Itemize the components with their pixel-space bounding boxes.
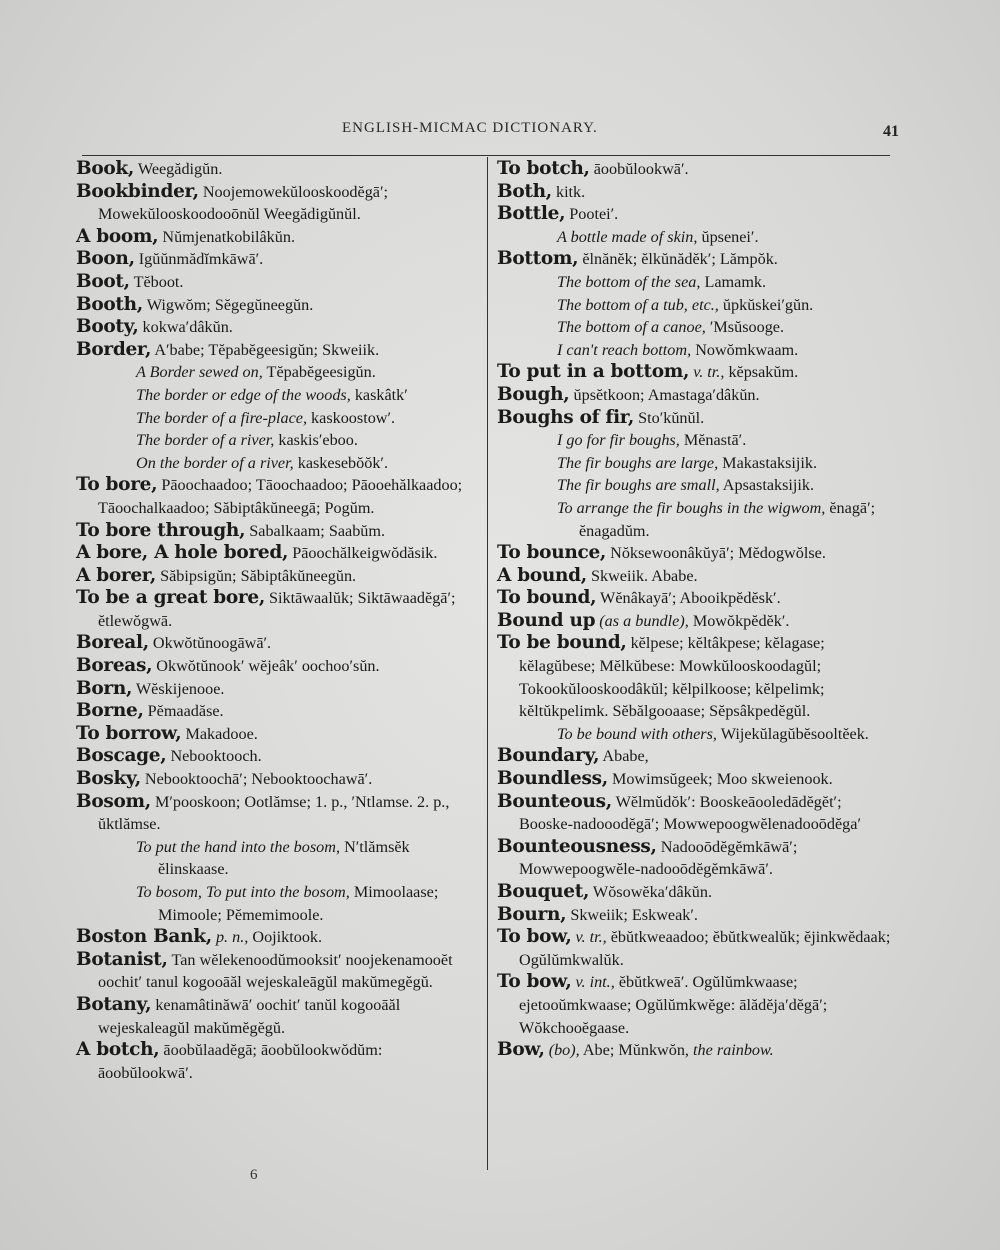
sub-entry xyxy=(497,316,899,339)
dictionary-entry xyxy=(76,994,480,1039)
definition: Ababe, xyxy=(599,747,649,766)
definition: Nŭmjenatkobilâkŭn. xyxy=(158,227,295,246)
definition: kaskis′eboo. xyxy=(274,431,358,450)
dictionary-entry xyxy=(497,745,899,768)
definition: Apsastaksijik. xyxy=(719,476,815,495)
sub-entry xyxy=(76,452,480,475)
column-divider xyxy=(487,157,488,1170)
definition: Mĕnastā′. xyxy=(679,431,747,450)
left-column xyxy=(76,158,480,1084)
dictionary-entry xyxy=(497,926,899,971)
definition: Pāoochaadoo; Tāoochaadoo; Pāooehălkaadoo; Tāoochalkaadoo; Săbiptâkŭneegā; Pogŭm. xyxy=(98,476,463,517)
example-phrase: The border of a river, xyxy=(136,431,275,450)
signature-mark: 6 xyxy=(250,1167,258,1183)
dictionary-entry xyxy=(76,339,480,362)
definition: Mowŏkpĕdĕk′. xyxy=(688,611,790,630)
definition: Pāoochălkeigwŏdăsik. xyxy=(288,544,438,563)
dictionary-entry xyxy=(76,565,480,588)
headword: A bore, A hole bored, xyxy=(76,542,289,564)
example-phrase: To be bound with others, xyxy=(557,724,717,743)
sub-entry xyxy=(76,361,480,384)
sub-entry xyxy=(497,474,899,497)
dictionary-entry xyxy=(76,226,480,249)
headword: Bough, xyxy=(497,383,570,405)
definition: āoobŭlookwā′. xyxy=(589,160,689,178)
dictionary-entry xyxy=(497,632,899,722)
headword: Boston Bank, xyxy=(76,926,212,948)
example-phrase: The bottom of the sea, xyxy=(557,272,701,291)
definition: ′Msŭsooge. xyxy=(705,318,785,337)
definition: N′tlămsĕk ĕlinskaase. xyxy=(158,837,410,879)
definition: Siktāwaalŭk; Siktāwaadĕgā′; ĕtlewŏgwā. xyxy=(98,589,456,630)
headword: Bosky, xyxy=(76,768,141,790)
dictionary-entry xyxy=(76,316,480,339)
sub-entry xyxy=(76,836,480,881)
example-phrase: To arrange the fir boughs in the wigwom, xyxy=(557,498,826,517)
definition: Mowimsŭgeek; Moo skweienook. xyxy=(607,770,833,789)
headword: Bow, xyxy=(497,1039,545,1061)
running-head: ENGLISH-MICMAC DICTIONARY. xyxy=(342,120,598,136)
sub-entry xyxy=(497,429,899,452)
example-phrase: v. int., xyxy=(571,973,615,992)
headword: To borrow, xyxy=(76,722,182,744)
dictionary-entry xyxy=(497,587,899,610)
headword: Botany, xyxy=(76,993,152,1015)
headword: Botanist, xyxy=(76,948,168,970)
dictionary-entry xyxy=(497,768,899,791)
definition: kaskâtk′ xyxy=(350,385,408,404)
definition: kitk. xyxy=(551,182,586,201)
definition: Mimoolaase; Mimoole; Pĕmemimoole. xyxy=(158,883,439,924)
definition: Nadooōdĕgĕmkāwā′; Mowwepoogwĕle-nadooōdĕgĕmkāwā′. xyxy=(519,837,798,879)
example-phrase: v. tr., xyxy=(689,363,725,382)
definition: Skweiik; Eskweak′. xyxy=(566,905,698,924)
sub-entry xyxy=(76,429,480,452)
headword: Book, xyxy=(76,158,135,179)
definition: Nebooktooch. xyxy=(166,747,262,766)
definition: Okwŏtŭnoogāwā′. xyxy=(148,634,272,653)
dictionary-entry xyxy=(497,407,899,430)
example-phrase: the rainbow. xyxy=(688,1041,774,1060)
definition: ŭpsĕtkoon; Amastaga′dâkŭn. xyxy=(569,385,760,404)
headword: Bottle, xyxy=(497,203,566,225)
example-phrase: The fir boughs are small, xyxy=(557,476,720,495)
definition: Lamamk. xyxy=(700,272,767,291)
definition: Nebooktoochā′; Nebooktoochawā′. xyxy=(140,770,373,789)
dictionary-entry xyxy=(497,791,899,836)
example-phrase: The bottom of a tub, etc., xyxy=(557,295,719,314)
example-phrase: v. tr., xyxy=(571,928,607,947)
definition: Nŏksewoonâkŭyā′; Mĕdogwŏlse. xyxy=(606,544,826,563)
headword: To be a great bore, xyxy=(76,587,265,609)
headword: Border, xyxy=(76,338,152,360)
definition: Skweiik. Ababe. xyxy=(586,566,698,585)
example-phrase: I can't reach bottom, xyxy=(557,340,692,359)
headword: To bore through, xyxy=(76,519,246,541)
sub-entry xyxy=(76,407,480,430)
definition: Wijekŭlagŭbĕsooltĕek. xyxy=(716,724,869,743)
definition: Okwŏtŭnook′ wĕjeâk′ oochoo′sŭn. xyxy=(152,657,380,676)
headword: Born, xyxy=(76,677,133,699)
example-phrase: To bosom, To put into the bosom, xyxy=(136,883,350,901)
definition: Makadooe. xyxy=(181,724,258,743)
example-phrase: The border or edge of the woods, xyxy=(136,385,351,404)
definition: Abe; Mŭnkwŏn, xyxy=(579,1041,689,1060)
dictionary-entry xyxy=(497,181,899,204)
definition: Oojiktook. xyxy=(248,928,323,947)
headword: To bore, xyxy=(76,474,158,496)
dictionary-entry xyxy=(76,700,480,723)
headword: Boot, xyxy=(76,270,130,292)
definition: Pĕmaadăse. xyxy=(143,702,224,721)
dictionary-entry xyxy=(497,971,899,1039)
example-phrase: p. n., xyxy=(211,928,249,947)
headword: To put in a bottom, xyxy=(497,361,690,383)
headword: Bottom, xyxy=(497,248,579,270)
sub-entry xyxy=(497,226,899,249)
headword: Boughs of fir, xyxy=(497,406,635,428)
sub-entry xyxy=(497,339,899,362)
headword: To bow, xyxy=(497,971,572,993)
dictionary-entry xyxy=(497,542,899,565)
definition: kaskesebŏŏk′. xyxy=(293,453,389,472)
definition: Sabalkaam; Saabŭm. xyxy=(245,521,386,540)
headword: A borer, xyxy=(76,564,157,586)
dictionary-entry xyxy=(76,181,480,226)
right-column xyxy=(497,158,899,1062)
headword: Boscage, xyxy=(76,745,167,767)
definition: Wŏsowĕka′dâkŭn. xyxy=(589,883,712,901)
dictionary-entry xyxy=(497,1039,899,1062)
definition: kokwa′dâkŭn. xyxy=(138,318,233,337)
headword: Bourn, xyxy=(497,903,567,925)
sub-entry xyxy=(76,881,480,926)
dictionary-entry xyxy=(497,361,899,384)
definition: ĕbŭtkweaadoo; ĕbŭtkwealŭk; ĕjinkwĕdaak; Ogŭlŭmkwalŭk. xyxy=(519,928,891,969)
definition: kaskoostow′. xyxy=(307,408,396,427)
dictionary-entry xyxy=(497,565,899,588)
definition: ŭpkŭskei′gŭn. xyxy=(718,295,814,314)
dictionary-entry xyxy=(76,655,480,678)
definition: Wĕnâkayā′; Abooikpĕdĕsk′. xyxy=(596,589,781,608)
dictionary-entry xyxy=(497,158,899,181)
headword: To bounce, xyxy=(497,542,607,564)
dictionary-entry xyxy=(497,881,899,904)
definition: ĕnagā′; ĕnagadŭm. xyxy=(579,498,876,540)
dictionary-entry xyxy=(76,158,480,181)
dictionary-entry xyxy=(497,904,899,927)
definition: A′babe; Tĕpabĕgeesigŭn; Skweiik. xyxy=(151,340,380,359)
definition: ĕbŭtkweā′. Ogŭlŭmkwaase; ejetooŭmkwaase; Ogŭlŭmkwĕge: ālădĕja′dĕgā′; Wŏkchooĕgaase. xyxy=(519,973,828,1037)
headword: Bound up xyxy=(497,609,596,631)
dictionary-entry xyxy=(76,926,480,949)
dictionary-entry xyxy=(497,203,899,226)
definition: Noojemowekŭlooskoodĕgā′; Mowekŭlooskoodooōnŭl Weegădigŭnŭl. xyxy=(98,182,389,224)
definition: Săbipsigŭn; Săbiptâkŭneegŭn. xyxy=(156,566,357,585)
headword: Boreal, xyxy=(76,632,149,654)
example-phrase: The bottom of a canoe, xyxy=(557,318,706,337)
headword: Boreas, xyxy=(76,655,153,677)
example-phrase: I go for fir boughs, xyxy=(557,431,680,450)
sub-entry xyxy=(76,384,480,407)
definition: kĕlpese; kĕltâkpese; kĕlagase; kĕlagŭbese; Mĕlkŭbese: Mowkŭlooskoodagŭl; Tokookŭlooskoodâkŭl; kĕlpilkoose; kĕlpelimk; kĕltŭkpelimk. Sĕbălgooaase; Sĕpsâkpedĕgŭl. xyxy=(519,634,825,721)
headword: Bookbinder, xyxy=(76,180,199,202)
definition: Pootei′. xyxy=(565,205,619,224)
headword: Booty, xyxy=(76,316,139,338)
definition: Tĕboot. xyxy=(129,272,184,291)
dictionary-entry xyxy=(76,949,480,994)
headword: Both, xyxy=(497,180,552,202)
headword: To bow, xyxy=(497,926,572,948)
example-phrase: On the border of a river, xyxy=(136,453,294,472)
headword: Boundary, xyxy=(497,745,600,767)
definition: kĕpsakŭm. xyxy=(724,363,799,382)
headword: To botch, xyxy=(497,158,590,179)
headword: Bounteous, xyxy=(497,790,612,812)
dictionary-entry xyxy=(76,1039,480,1084)
example-phrase: A Border sewed on, xyxy=(136,363,263,382)
dictionary-entry xyxy=(76,248,480,271)
sub-entry xyxy=(497,497,899,542)
headword: Borne, xyxy=(76,700,144,722)
definition: Weegădigŭn. xyxy=(134,160,223,178)
example-phrase: (as a bundle), xyxy=(595,611,689,630)
definition: Wĕlmŭdŏk′: Booskeāooledādĕgĕt′; Booske-nadooodĕgā′; Mowwepoogwĕlenadooōdĕga′ xyxy=(519,792,861,834)
dictionary-entry xyxy=(76,723,480,746)
headword: To bound, xyxy=(497,587,597,609)
headword: Bosom, xyxy=(76,790,151,812)
example-phrase: The fir boughs are large, xyxy=(557,453,719,472)
dictionary-entry xyxy=(76,542,480,565)
example-phrase: A bottle made of skin, xyxy=(557,227,698,246)
headword: A boom, xyxy=(76,225,159,247)
dictionary-entry xyxy=(76,271,480,294)
headword: To be bound, xyxy=(497,632,627,654)
sub-entry xyxy=(497,723,899,746)
definition: kenamâtinăwā′ oochit′ tanŭl kogooāăl wejeskaleagŭl makŭmĕgĕgŭ. xyxy=(98,995,401,1037)
dictionary-entry xyxy=(497,384,899,407)
dictionary-entry xyxy=(76,294,480,317)
headword: Bounteousness, xyxy=(497,835,657,857)
example-phrase: (bo), xyxy=(544,1041,580,1060)
definition: M′pooskoon; Ootlămse; 1. p., ′Ntlamse. 2. p., ŭktlămse. xyxy=(98,792,450,834)
dictionary-entry xyxy=(76,474,480,519)
dictionary-entry xyxy=(76,520,480,543)
definition: Tan wĕlekenoodŭmooksit′ noojekenamooĕt oochit′ tanul kogooāăl wejeskaleāgŭl makŭmegĕgŭ. xyxy=(98,950,453,992)
definition: Igŭŭnmădĭmkāwā′. xyxy=(134,250,264,269)
definition: Wĕskijenooe. xyxy=(132,679,225,698)
dictionary-entry xyxy=(497,610,899,633)
definition: Sto′kŭnŭl. xyxy=(634,408,705,427)
dictionary-entry xyxy=(76,632,480,655)
example-phrase: The border of a fire-place, xyxy=(136,408,307,427)
page-number: 41 xyxy=(883,123,899,140)
definition: Wigwŏm; Sĕgegŭneegŭn. xyxy=(142,295,314,314)
dictionary-entry xyxy=(76,791,480,836)
definition: Tĕpabĕgeesigŭn. xyxy=(262,363,376,382)
definition: ŭpsenei′. xyxy=(697,227,759,246)
dictionary-entry xyxy=(76,768,480,791)
sub-entry xyxy=(497,271,899,294)
sub-entry xyxy=(497,452,899,475)
headword: A bound, xyxy=(497,564,587,586)
headword: Boon, xyxy=(76,248,135,270)
definition: Nowŏmkwaam. xyxy=(691,340,799,359)
definition: ĕlnănĕk; ĕlkŭnădĕk′; Lămpŏk. xyxy=(578,250,778,269)
headword: A botch, xyxy=(76,1039,160,1061)
headword: Booth, xyxy=(76,293,143,315)
headword: Bouquet, xyxy=(497,881,590,902)
dictionary-entry xyxy=(497,248,899,271)
dictionary-entry xyxy=(76,745,480,768)
dictionary-entry xyxy=(497,836,899,881)
dictionary-entry xyxy=(76,678,480,701)
example-phrase: To put the hand into the bosom, xyxy=(136,837,341,856)
definition: āoobŭlaadĕgā; āoobŭlookwŏdŭm: āoobŭlookwā′. xyxy=(98,1041,383,1082)
dictionary-entry xyxy=(76,587,480,632)
definition: Makastaksijik. xyxy=(718,453,818,472)
sub-entry xyxy=(497,294,899,317)
header-rule xyxy=(82,155,890,156)
headword: Boundless, xyxy=(497,768,608,790)
